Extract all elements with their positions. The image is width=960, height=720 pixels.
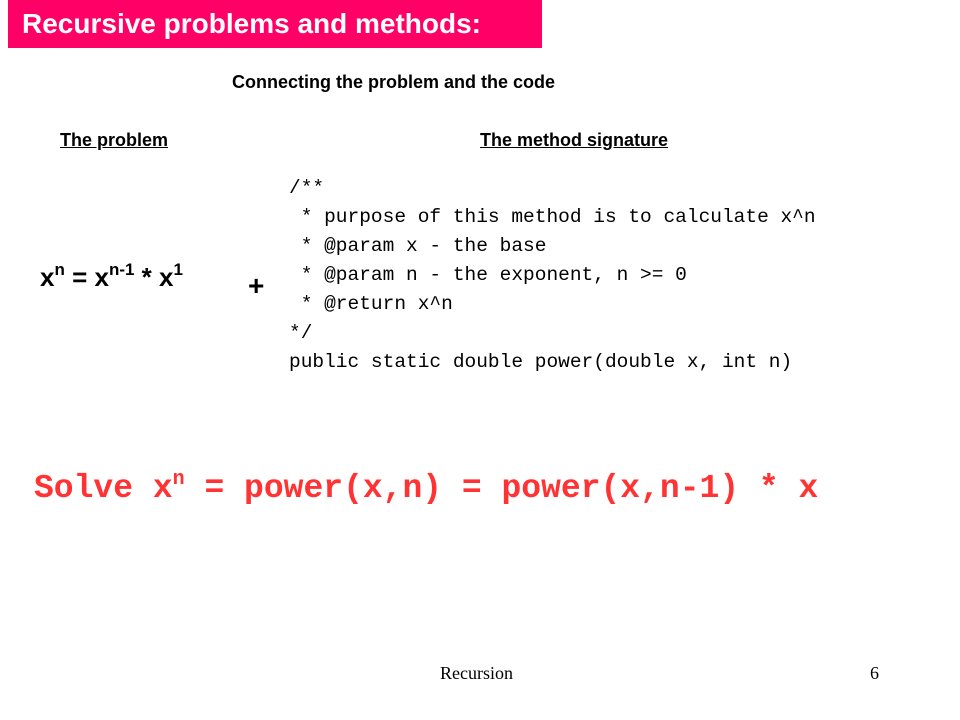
- formula-exponent-1: 1: [173, 260, 183, 279]
- code-line: public static double power(double x, int n): [289, 351, 793, 373]
- code-line: * @return x^n: [289, 293, 453, 315]
- slide-subtitle: Connecting the problem and the code: [232, 72, 556, 92]
- method-signature-code: [289, 174, 816, 377]
- formula-equals: = x: [64, 262, 109, 292]
- formula-multiply: * x: [134, 262, 174, 292]
- code-line: /**: [289, 177, 325, 199]
- footer-label: Recursion: [440, 663, 513, 683]
- signature-heading: The method signature: [480, 130, 669, 150]
- problem-heading: The problem: [60, 130, 169, 150]
- formula-base: x: [40, 262, 55, 292]
- formula-exponent-n-minus-1: n-1: [108, 260, 135, 279]
- code-line: * @param n - the exponent, n >= 0: [289, 264, 687, 286]
- slide-title: Recursive problems and methods:: [8, 0, 542, 48]
- solve-statement: [34, 470, 818, 507]
- page-number: 6: [870, 663, 879, 683]
- code-line: */: [289, 322, 313, 344]
- solve-exponent: n: [172, 468, 185, 491]
- plus-sign: +: [248, 270, 265, 301]
- formula-exponent-n: n: [54, 260, 65, 279]
- code-line: * purpose of this method is to calculate x^n: [289, 206, 816, 228]
- solve-rest: = power(x,n) = power(x,n-1) * x: [184, 470, 819, 507]
- recurrence-formula: [40, 262, 183, 293]
- code-line: * @param x - the base: [289, 235, 547, 257]
- solve-prefix: Solve x: [34, 470, 173, 507]
